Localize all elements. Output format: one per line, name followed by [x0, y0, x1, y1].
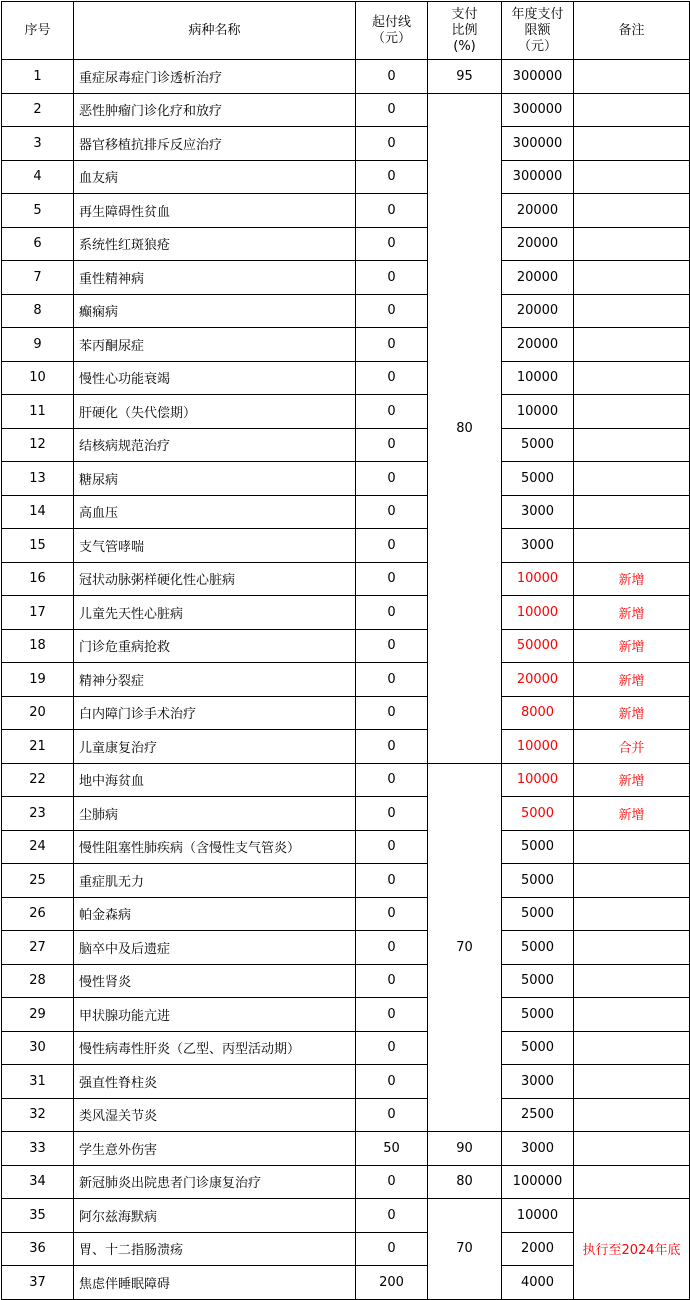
row-seq: 2 [2, 93, 74, 127]
row-annual-limit: 5000 [502, 428, 574, 462]
row-threshold: 0 [356, 931, 428, 965]
row-annual-limit: 20000 [502, 227, 574, 261]
table-row [2, 763, 690, 797]
row-remark [574, 160, 690, 194]
row-annual-limit: 10000 [502, 1199, 574, 1233]
row-annual-limit: 5000 [502, 897, 574, 931]
row-disease-name: 精神分裂症 [74, 663, 356, 697]
row-threshold: 0 [356, 428, 428, 462]
row-remark [574, 93, 690, 127]
row-disease-name: 慢性心功能衰竭 [74, 361, 356, 395]
table-row [2, 261, 690, 295]
row-threshold: 0 [356, 60, 428, 94]
row-seq: 34 [2, 1165, 74, 1199]
row-payment-ratio: 80 [428, 1165, 502, 1199]
table-row [2, 797, 690, 831]
row-disease-name: 儿童康复治疗 [74, 730, 356, 764]
header-limit [502, 2, 574, 60]
disease-payment-table [1, 1, 690, 1300]
row-seq: 10 [2, 361, 74, 395]
row-threshold: 0 [356, 1165, 428, 1199]
row-seq: 30 [2, 1031, 74, 1065]
row-remark [574, 428, 690, 462]
row-seq: 18 [2, 629, 74, 663]
row-threshold: 0 [356, 1232, 428, 1266]
row-annual-limit: 2000 [502, 1232, 574, 1266]
row-seq: 9 [2, 328, 74, 362]
row-disease-name: 类风湿关节炎 [74, 1098, 356, 1132]
row-remark [574, 830, 690, 864]
row-remark [574, 964, 690, 998]
row-threshold: 0 [356, 93, 428, 127]
row-annual-limit: 5000 [502, 998, 574, 1032]
row-disease-name: 冠状动脉粥样硬化性心脏病 [74, 562, 356, 596]
table-row [2, 462, 690, 496]
row-disease-name: 苯丙酮尿症 [74, 328, 356, 362]
row-remark [574, 931, 690, 965]
row-remark [574, 194, 690, 228]
row-annual-limit: 20000 [502, 194, 574, 228]
row-threshold: 0 [356, 261, 428, 295]
row-remark [574, 127, 690, 161]
row-seq: 37 [2, 1266, 74, 1300]
row-remark [574, 529, 690, 563]
row-seq: 24 [2, 830, 74, 864]
row-seq: 31 [2, 1065, 74, 1099]
row-remark: 执行至2024年底 [574, 1199, 690, 1300]
row-remark [574, 998, 690, 1032]
row-annual-limit: 20000 [502, 294, 574, 328]
row-threshold: 0 [356, 1098, 428, 1132]
row-annual-limit: 50000 [502, 629, 574, 663]
row-threshold: 0 [356, 1199, 428, 1233]
row-disease-name: 肝硬化（失代偿期） [74, 395, 356, 429]
table-row [2, 596, 690, 630]
table-row [2, 1031, 690, 1065]
row-disease-name: 学生意外伤害 [74, 1132, 356, 1166]
row-seq: 21 [2, 730, 74, 764]
table-row [2, 1165, 690, 1199]
table-row [2, 1132, 690, 1166]
header-disease-name: 病种名称 [74, 2, 356, 60]
row-payment-ratio: 90 [428, 1132, 502, 1166]
table-row [2, 160, 690, 194]
row-seq: 14 [2, 495, 74, 529]
row-disease-name: 重性精神病 [74, 261, 356, 295]
row-seq: 5 [2, 194, 74, 228]
row-disease-name: 白内障门诊手术治疗 [74, 696, 356, 730]
row-seq: 22 [2, 763, 74, 797]
row-remark [574, 395, 690, 429]
row-remark [574, 294, 690, 328]
row-seq: 19 [2, 663, 74, 697]
row-remark: 新增 [574, 663, 690, 697]
row-threshold: 0 [356, 361, 428, 395]
row-seq: 26 [2, 897, 74, 931]
row-seq: 8 [2, 294, 74, 328]
row-threshold: 0 [356, 160, 428, 194]
row-threshold: 0 [356, 194, 428, 228]
row-remark: 新增 [574, 763, 690, 797]
row-seq: 1 [2, 60, 74, 94]
row-threshold: 0 [356, 227, 428, 261]
row-threshold: 200 [356, 1266, 428, 1300]
row-threshold: 0 [356, 763, 428, 797]
row-annual-limit: 10000 [502, 395, 574, 429]
table-row [2, 328, 690, 362]
row-seq: 6 [2, 227, 74, 261]
row-seq: 16 [2, 562, 74, 596]
row-threshold: 0 [356, 294, 428, 328]
row-annual-limit: 3000 [502, 1065, 574, 1099]
row-disease-name: 帕金森病 [74, 897, 356, 931]
table-row [2, 227, 690, 261]
row-disease-name: 地中海贫血 [74, 763, 356, 797]
row-seq: 32 [2, 1098, 74, 1132]
header-ratio [428, 2, 502, 60]
row-disease-name: 新冠肺炎出院患者门诊康复治疗 [74, 1165, 356, 1199]
row-annual-limit: 4000 [502, 1266, 574, 1300]
row-payment-ratio: 80 [428, 93, 502, 763]
row-annual-limit: 300000 [502, 93, 574, 127]
row-threshold: 0 [356, 897, 428, 931]
table-row [2, 931, 690, 965]
row-annual-limit: 300000 [502, 60, 574, 94]
row-threshold: 0 [356, 629, 428, 663]
row-annual-limit: 20000 [502, 328, 574, 362]
table-row [2, 1098, 690, 1132]
row-seq: 33 [2, 1132, 74, 1166]
row-threshold: 0 [356, 562, 428, 596]
row-seq: 36 [2, 1232, 74, 1266]
row-disease-name: 慢性病毒性肝炎（乙型、丙型活动期） [74, 1031, 356, 1065]
table-row [2, 562, 690, 596]
row-seq: 12 [2, 428, 74, 462]
row-disease-name: 强直性脊柱炎 [74, 1065, 356, 1099]
row-seq: 7 [2, 261, 74, 295]
row-seq: 28 [2, 964, 74, 998]
table-row [2, 93, 690, 127]
row-disease-name: 血友病 [74, 160, 356, 194]
row-remark [574, 495, 690, 529]
table-row [2, 294, 690, 328]
row-remark [574, 1132, 690, 1166]
header-threshold-text: 起付线（元） [371, 14, 411, 46]
row-threshold: 0 [356, 127, 428, 161]
row-disease-name: 支气管哮喘 [74, 529, 356, 563]
row-threshold: 0 [356, 596, 428, 630]
table-row [2, 127, 690, 161]
row-disease-name: 重症尿毒症门诊透析治疗 [74, 60, 356, 94]
row-disease-name: 脑卒中及后遗症 [74, 931, 356, 965]
row-annual-limit: 5000 [502, 1031, 574, 1065]
row-seq: 27 [2, 931, 74, 965]
table-row [2, 529, 690, 563]
row-disease-name: 器官移植抗排斥反应治疗 [74, 127, 356, 161]
row-disease-name: 甲状腺功能亢进 [74, 998, 356, 1032]
row-annual-limit: 3000 [502, 495, 574, 529]
row-remark: 新增 [574, 797, 690, 831]
row-remark [574, 227, 690, 261]
row-disease-name: 儿童先天性心脏病 [74, 596, 356, 630]
table-row [2, 395, 690, 429]
row-annual-limit: 5000 [502, 830, 574, 864]
row-threshold: 0 [356, 328, 428, 362]
header-threshold [356, 2, 428, 60]
row-remark: 新增 [574, 562, 690, 596]
table-row [2, 194, 690, 228]
row-annual-limit: 300000 [502, 127, 574, 161]
row-annual-limit: 3000 [502, 529, 574, 563]
row-disease-name: 门诊危重病抢救 [74, 629, 356, 663]
table-row [2, 361, 690, 395]
header-row [2, 2, 690, 60]
row-payment-ratio: 95 [428, 60, 502, 94]
row-seq: 17 [2, 596, 74, 630]
row-threshold: 0 [356, 462, 428, 496]
row-threshold: 0 [356, 696, 428, 730]
row-disease-name: 结核病规范治疗 [74, 428, 356, 462]
row-threshold: 0 [356, 730, 428, 764]
table-row [2, 428, 690, 462]
row-remark [574, 864, 690, 898]
table-row [2, 495, 690, 529]
row-remark [574, 1098, 690, 1132]
row-seq: 15 [2, 529, 74, 563]
row-remark [574, 462, 690, 496]
row-annual-limit: 8000 [502, 696, 574, 730]
row-remark [574, 1031, 690, 1065]
row-threshold: 0 [356, 663, 428, 697]
row-annual-limit: 20000 [502, 663, 574, 697]
row-annual-limit: 5000 [502, 797, 574, 831]
table-row [2, 830, 690, 864]
row-disease-name: 慢性阻塞性肺疾病（含慢性支气管炎） [74, 830, 356, 864]
row-annual-limit: 300000 [502, 160, 574, 194]
row-seq: 3 [2, 127, 74, 161]
row-remark: 新增 [574, 596, 690, 630]
row-seq: 13 [2, 462, 74, 496]
header-remark: 备注 [574, 2, 690, 60]
row-remark [574, 897, 690, 931]
row-threshold: 0 [356, 998, 428, 1032]
row-disease-name: 癫痫病 [74, 294, 356, 328]
row-annual-limit: 10000 [502, 562, 574, 596]
row-seq: 29 [2, 998, 74, 1032]
row-remark: 新增 [574, 696, 690, 730]
row-disease-name: 糖尿病 [74, 462, 356, 496]
row-disease-name: 重症肌无力 [74, 864, 356, 898]
row-disease-name: 胃、十二指肠溃疡 [74, 1232, 356, 1266]
header-seq: 序号 [2, 2, 74, 60]
row-annual-limit: 10000 [502, 596, 574, 630]
row-disease-name: 慢性肾炎 [74, 964, 356, 998]
row-annual-limit: 10000 [502, 361, 574, 395]
row-payment-ratio: 70 [428, 1199, 502, 1300]
header-ratio-text: 支付比例(%) [451, 6, 478, 54]
row-threshold: 0 [356, 864, 428, 898]
row-seq: 11 [2, 395, 74, 429]
row-disease-name: 系统性红斑狼疮 [74, 227, 356, 261]
row-annual-limit: 20000 [502, 261, 574, 295]
row-threshold: 0 [356, 395, 428, 429]
row-payment-ratio: 70 [428, 763, 502, 1132]
row-seq: 20 [2, 696, 74, 730]
table-row [2, 964, 690, 998]
row-disease-name: 尘肺病 [74, 797, 356, 831]
row-remark [574, 60, 690, 94]
table-body [2, 60, 690, 1300]
row-remark [574, 1165, 690, 1199]
table-row [2, 730, 690, 764]
row-threshold: 0 [356, 964, 428, 998]
row-remark: 新增 [574, 629, 690, 663]
table-row [2, 1065, 690, 1099]
row-disease-name: 焦虑伴睡眠障碍 [74, 1266, 356, 1300]
row-threshold: 0 [356, 529, 428, 563]
header-limit-text: 年度支付限额（元） [511, 6, 564, 54]
row-seq: 25 [2, 864, 74, 898]
row-threshold: 0 [356, 830, 428, 864]
row-annual-limit: 10000 [502, 730, 574, 764]
table-row [2, 998, 690, 1032]
row-threshold: 0 [356, 1065, 428, 1099]
row-threshold: 0 [356, 495, 428, 529]
row-threshold: 0 [356, 797, 428, 831]
row-annual-limit: 5000 [502, 864, 574, 898]
table-row [2, 60, 690, 94]
row-annual-limit: 3000 [502, 1132, 574, 1166]
row-annual-limit: 5000 [502, 964, 574, 998]
table-row [2, 1199, 690, 1233]
row-seq: 35 [2, 1199, 74, 1233]
row-annual-limit: 10000 [502, 763, 574, 797]
row-disease-name: 再生障碍性贫血 [74, 194, 356, 228]
table-row [2, 864, 690, 898]
row-seq: 4 [2, 160, 74, 194]
table-row [2, 696, 690, 730]
row-threshold: 50 [356, 1132, 428, 1166]
row-remark [574, 328, 690, 362]
row-annual-limit: 2500 [502, 1098, 574, 1132]
table-row [2, 629, 690, 663]
row-remark [574, 1065, 690, 1099]
table-row [2, 897, 690, 931]
row-annual-limit: 100000 [502, 1165, 574, 1199]
row-disease-name: 阿尔兹海默病 [74, 1199, 356, 1233]
row-annual-limit: 5000 [502, 931, 574, 965]
row-annual-limit: 5000 [502, 462, 574, 496]
row-remark [574, 361, 690, 395]
row-remark [574, 261, 690, 295]
row-disease-name: 恶性肿瘤门诊化疗和放疗 [74, 93, 356, 127]
row-seq: 23 [2, 797, 74, 831]
row-disease-name: 高血压 [74, 495, 356, 529]
row-threshold: 0 [356, 1031, 428, 1065]
table-row [2, 663, 690, 697]
row-remark: 合并 [574, 730, 690, 764]
